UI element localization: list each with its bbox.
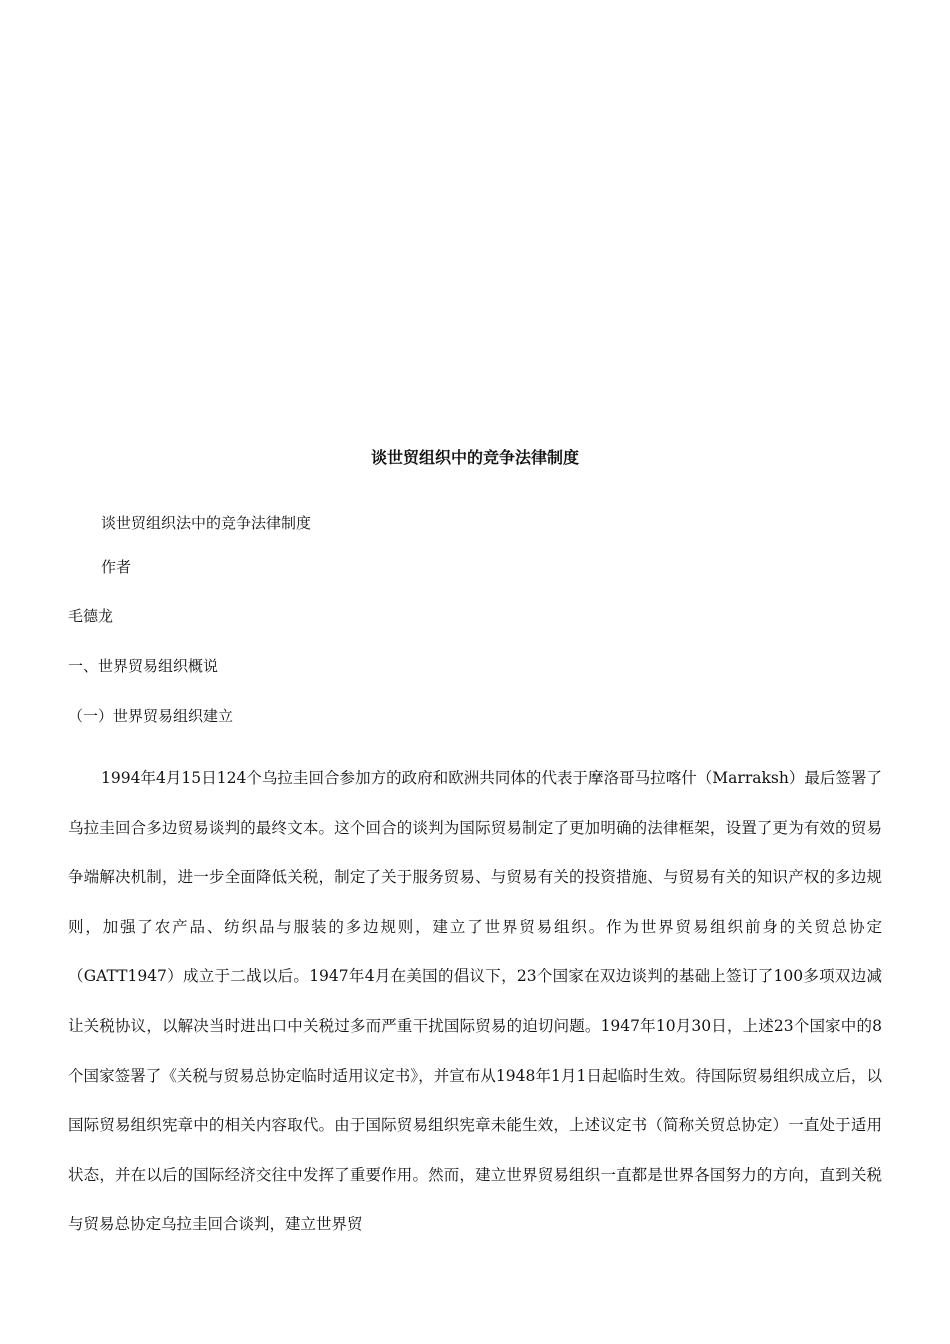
section-heading: 一、世界贸易组织概说: [68, 657, 219, 675]
author-name: 毛德龙: [68, 607, 114, 625]
document-subtitle: 谈世贸组织法中的竞争法律制度: [101, 514, 312, 532]
body-paragraph: 1994年4月15日124个乌拉圭回合参加方的政府和欧洲共同体的代表于摩洛哥马拉喀什（Marraksh）最后签署了乌拉圭回合多边贸易谈判的最终文本。这个回合的谈判为国际贸易制定了更加明确的法律框架，设置了更为有效的贸易争端解决机制，进一步全面降低关税，制定了关于服务贸易、与贸易有关的投资措施、与贸易有关的知识产权的多边规则，加强了农产品、纺织品与服装的多边规则，建立了世界贸易组织。作为世界贸易组织前身的关贸总协定（GATT1947）成立于二战以后。1947年4月在美国的倡议下，23个国家在双边谈判的基础上签订了100多项双边减让关税协议，以解决当时进出口中关税过多而严重干扰国际贸易的迫切问题。1947年10月30日，上述23个国家中的8个国家签署了《关税与贸易总协定临时适用议定书》，并宣布从1948年1月1日起临时生效。待国际贸易组织成立后，以国际贸易组织宪章中的相关内容取代。由于国际贸易组织宪章未能生效，上述议定书（简称关贸总协定）一直处于适用状态，并在以后的国际经济交往中发挥了重要作用。然而，建立世界贸易组织一直都是世界各国努力的方向，直到关税与贸易总协定乌拉圭回合谈判，建立世界贸: [68, 769, 882, 1234]
subsection-heading: （一）世界贸易组织建立: [68, 707, 234, 725]
document-title: 谈世贸组织中的竞争法律制度: [370, 448, 579, 467]
author-label: 作者: [101, 558, 132, 576]
